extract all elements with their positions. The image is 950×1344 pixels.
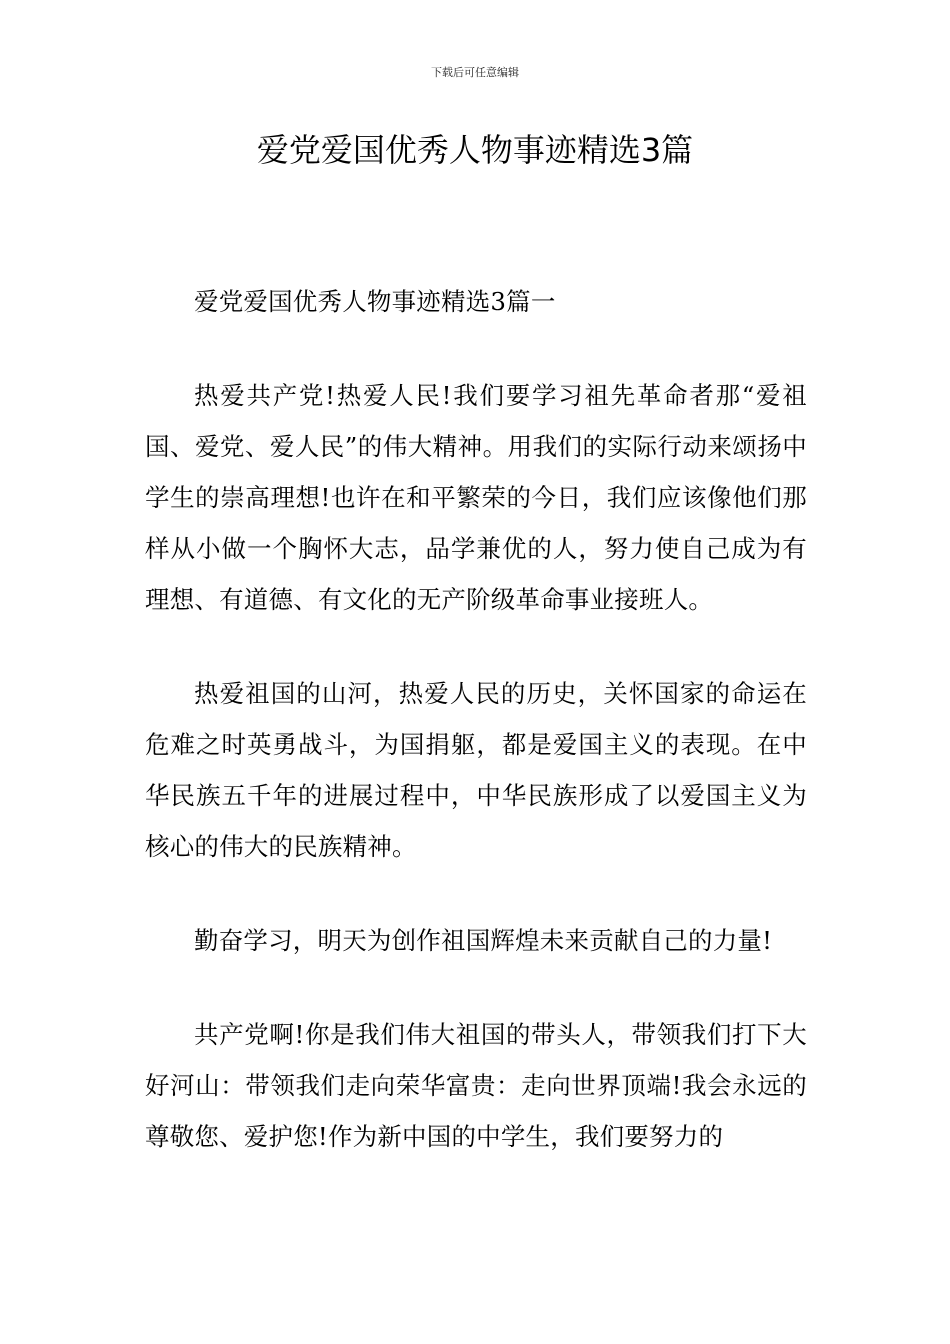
paragraph-4: 共产党啊!你是我们伟大祖国的带头人，带领我们打下大好河山：带领我们走向荣华富贵：走向世界顶端!我会永远的尊敬您、爱护您!作为新中国的中学生，我们要努力的: [145, 1020, 807, 1151]
section-heading: 爱党爱国优秀人物事迹精选3篇一: [194, 287, 556, 316]
paragraph-2: 热爱祖国的山河，热爱人民的历史，关怀国家的命运在危难之时英勇战斗，为国捐躯，都是爱国主义的表现。在中华民族五千年的进展过程中，中华民族形成了以爱国主义为核心的伟大的民族精神。: [145, 679, 807, 861]
document-title: 爱党爱国优秀人物事迹精选3篇: [256, 131, 694, 169]
header-note: 下载后可任意编辑: [431, 66, 519, 79]
paragraph-3: 勤奋学习，明天为创作祖国辉煌未来贡献自己的力量!: [194, 926, 773, 955]
paragraph-1: 热爱共产党!热爱人民!我们要学习祖先革命者那“爱祖国、爱党、爱人民”的伟大精神。用我们的实际行动来颂扬中学生的崇高理想!也许在和平繁荣的今日，我们应该像他们那样从小做一个胸怀大志，品学兼优的人，努力使自己成为有理想、有道德、有文化的无产阶级革命事业接班人。: [145, 381, 807, 614]
document-body: [145, 276, 807, 1205]
